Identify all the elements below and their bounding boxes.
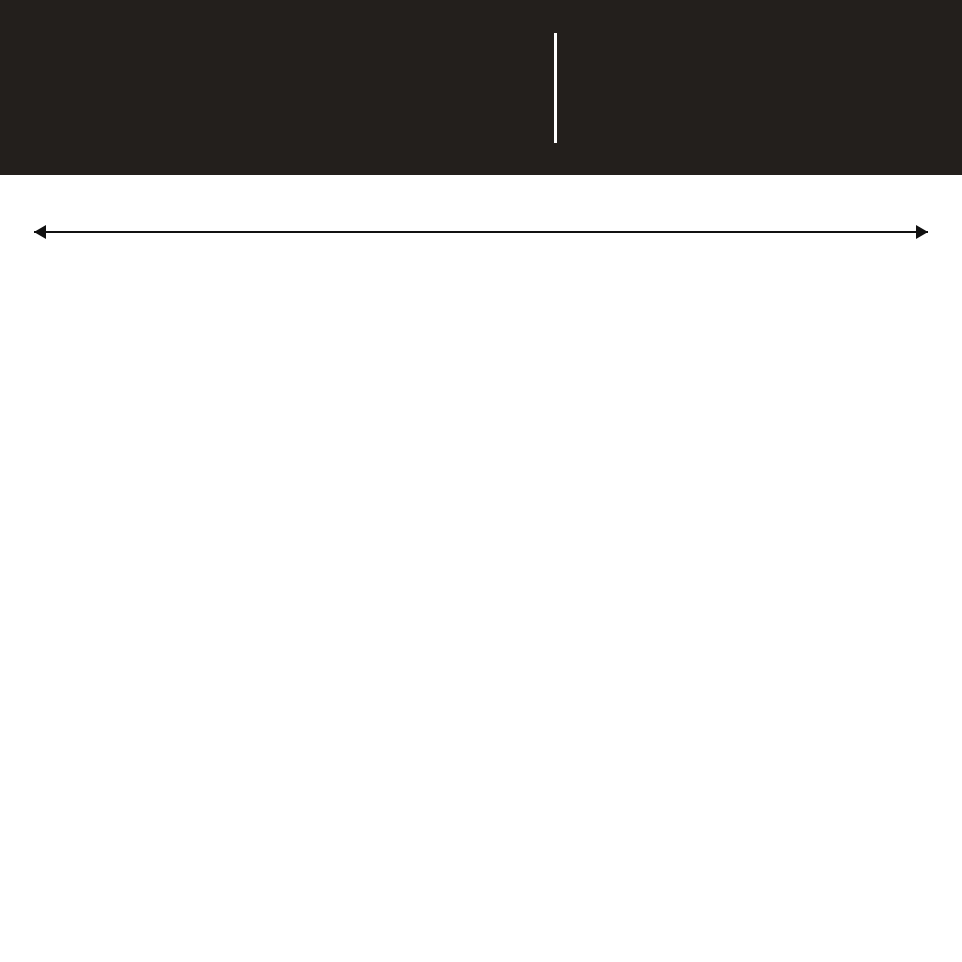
- header-divider: [554, 33, 557, 143]
- color-bar-overview: [34, 247, 928, 281]
- detail-marking-chart: [34, 319, 928, 349]
- scale-arrow-right-icon: [916, 225, 928, 239]
- tick-labels-top: [124, 319, 828, 349]
- scale-arrow-left-icon: [34, 225, 46, 239]
- color-pattern-overview: [34, 189, 928, 285]
- header-banner: [0, 0, 962, 175]
- scale-line: [34, 231, 928, 233]
- segment-length-scale: [34, 195, 928, 247]
